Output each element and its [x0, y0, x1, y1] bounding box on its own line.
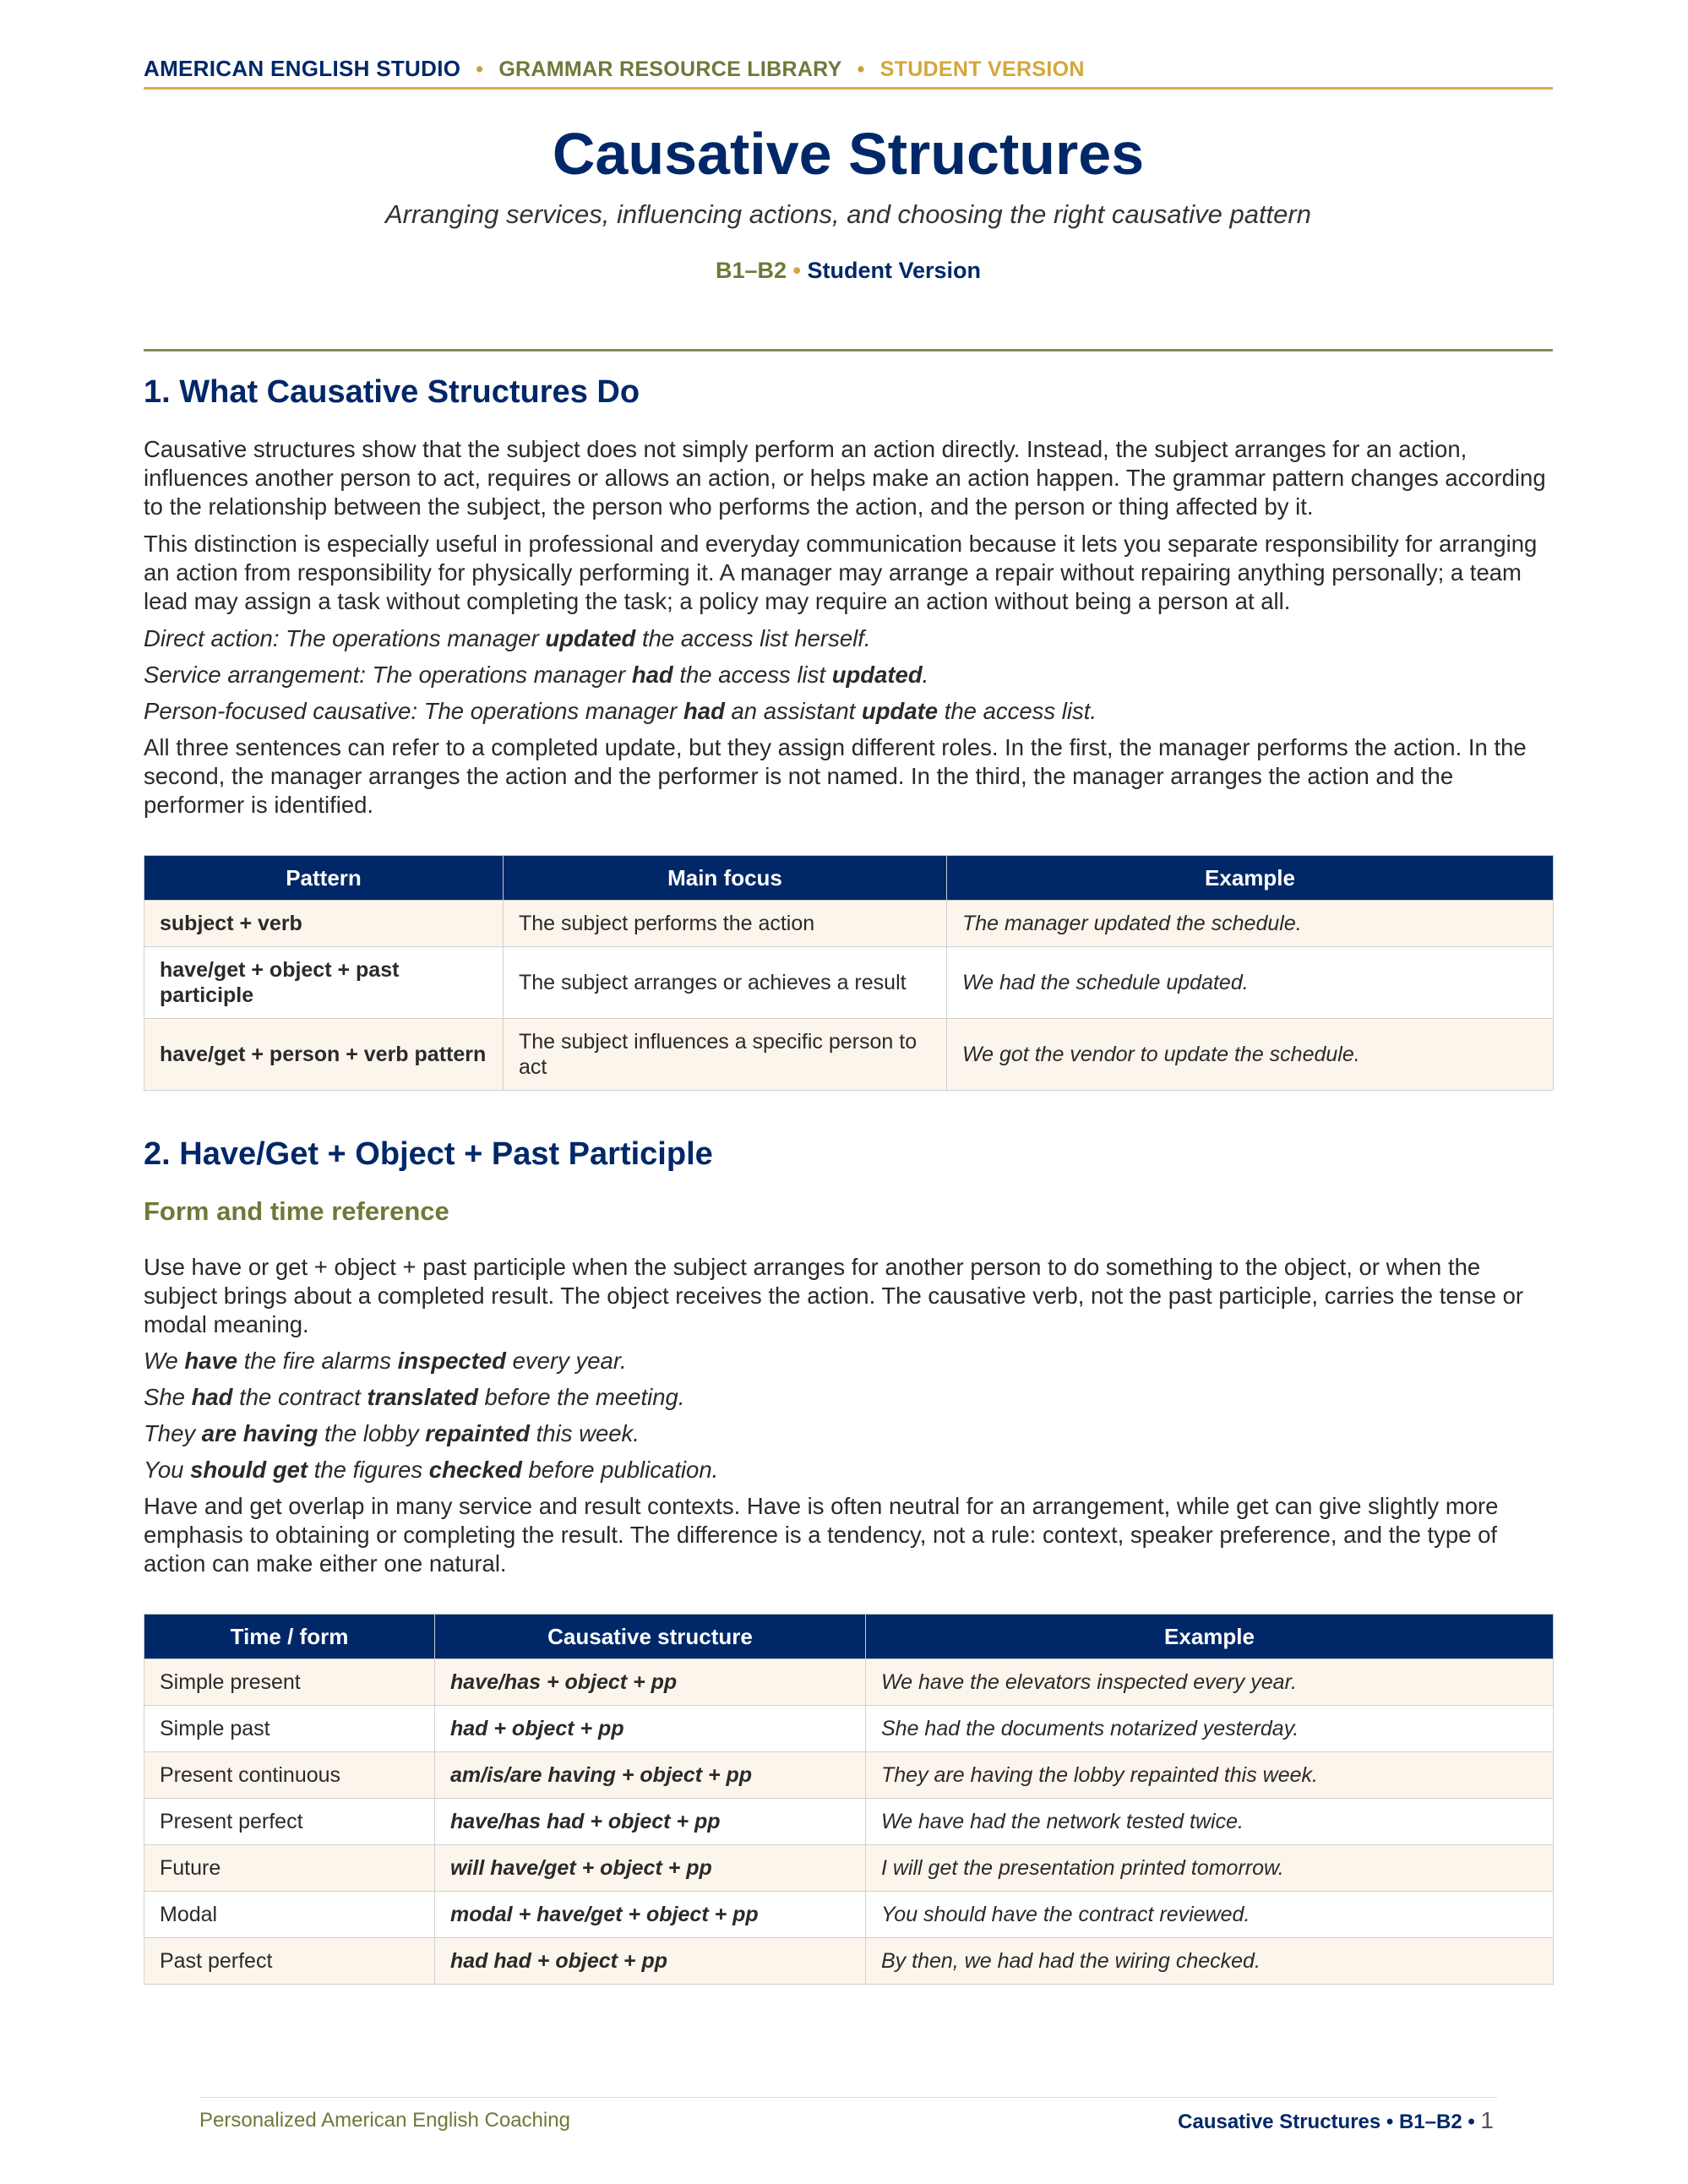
example-sentence [144, 1419, 1553, 1448]
table-cell: The subject performs the action [504, 901, 947, 947]
table-cell: Present perfect [144, 1799, 435, 1845]
section-2-paragraph-2: Have and get overlap in many service and result contexts. Have is often neutral for an arrangement, while get can give slightly more emphasis to obtaining or completing the result. The difference is a tendency, not a rule: context, speaker preference, and the type of action can make either one natural. [144, 1493, 1499, 1577]
example-text: the fire alarms [237, 1348, 398, 1374]
table-header-row [144, 1615, 1554, 1659]
footer-left-text: Personalized American English Coaching [199, 2109, 570, 2132]
level-label: Student Version [807, 258, 982, 283]
table-row [144, 1938, 1554, 1985]
example-verb: had [191, 1384, 233, 1410]
example-verb: had [683, 698, 725, 724]
table-cell: subject + verb [144, 901, 504, 947]
example-verb: had [631, 662, 673, 688]
footer-doc-label: Causative Structures • B1–B2 • [1178, 2110, 1475, 2133]
time-form-table [144, 1614, 1554, 1985]
footer-right-text [1178, 2107, 1494, 2134]
example-verb: repainted [425, 1420, 531, 1446]
table-cell: will have/get + object + pp [435, 1845, 866, 1892]
example-text: every year. [505, 1348, 627, 1374]
section-1-paragraph-2: This distinction is especially useful in professional and everyday communication because it lets you separate responsibility for arranging an action from responsibility for physically performing it. A manager may arrange a repair without repairing anything personally; a team lead may assign a task without completing the task; a policy may require an action without being a person at all. [144, 531, 1538, 614]
table-cell: Past perfect [144, 1938, 435, 1985]
section-1-heading: 1. What Causative Structures Do [144, 374, 640, 410]
example-text: She [144, 1384, 192, 1410]
table-cell: She had the documents notarized yesterday. [866, 1706, 1554, 1752]
table-cell: We got the vendor to update the schedule. [947, 1019, 1554, 1091]
example-text: We [144, 1348, 185, 1374]
level-code: B1–B2 [715, 258, 787, 283]
library-name: GRAMMAR RESOURCE LIBRARY [498, 57, 842, 81]
example-sentence [144, 1383, 1553, 1412]
header-bar [144, 56, 1553, 82]
level-separator: • [792, 258, 801, 283]
example-text: before publication. [521, 1457, 719, 1483]
example-verb: have [184, 1348, 238, 1374]
table-cell: have/get + object + past participle [144, 947, 504, 1019]
footer-divider [199, 2097, 1497, 2098]
section-1-paragraph-3: All three sentences can refer to a completed update, but they assign different roles. In the first, the manager performs the action. In the second, the manager arranges the action and the performer is not named. In the third, the manager arranges the action and the performer is identified. [144, 734, 1527, 818]
table-cell: We have had the network tested twice. [866, 1799, 1554, 1845]
table-cell: They are having the lobby repainted this week. [866, 1752, 1554, 1799]
table-row [144, 1706, 1554, 1752]
table-cell: Present continuous [144, 1752, 435, 1799]
page-subtitle: Arranging services, influencing actions, and choosing the right causative pattern [385, 199, 1311, 229]
example-text: Direct action: The operations manager [144, 625, 546, 651]
header-divider [144, 87, 1553, 90]
example-sentence [144, 661, 1553, 689]
example-sentence [144, 1456, 1553, 1484]
example-verb: update [861, 698, 939, 724]
table-cell: I will get the presentation printed tomorrow. [866, 1845, 1554, 1892]
table-row [144, 1845, 1554, 1892]
example-text: the access list [672, 662, 832, 688]
table-row [144, 1659, 1554, 1706]
example-verb: translated [367, 1384, 478, 1410]
title-divider [144, 349, 1553, 351]
table-row [144, 901, 1554, 947]
example-sentence [144, 1347, 1553, 1375]
table-cell: Simple present [144, 1659, 435, 1706]
level-line [144, 258, 1553, 284]
section-2-subheading: Form and time reference [144, 1196, 449, 1226]
example-text: before the meeting. [477, 1384, 685, 1410]
example-text: the access list. [938, 698, 1097, 724]
version-label: STUDENT VERSION [879, 57, 1085, 81]
example-text: . [922, 662, 929, 688]
table-cell: We had the schedule updated. [947, 947, 1554, 1019]
brand-name: AMERICAN ENGLISH STUDIO [144, 56, 461, 81]
example-verb: should get [190, 1457, 308, 1483]
table-cell: Future [144, 1845, 435, 1892]
table-cell: have/has had + object + pp [435, 1799, 866, 1845]
section-2-heading: 2. Have/Get + Object + Past Participle [144, 1136, 713, 1172]
table-row [144, 1019, 1554, 1091]
table-cell: The subject arranges or achieves a result [504, 947, 947, 1019]
main-content [144, 374, 1553, 1985]
table-cell: modal + have/get + object + pp [435, 1892, 866, 1938]
table-cell: had + object + pp [435, 1706, 866, 1752]
column-header: Pattern [144, 856, 504, 901]
example-text: the contract [232, 1384, 368, 1410]
table-row [144, 1799, 1554, 1845]
table-header-row [144, 856, 1554, 901]
table-cell: have/get + person + verb pattern [144, 1019, 504, 1091]
example-text: this week. [530, 1420, 640, 1446]
table-cell: By then, we had had the wiring checked. [866, 1938, 1554, 1985]
table-cell: The manager updated the schedule. [947, 901, 1554, 947]
column-header: Main focus [504, 856, 947, 901]
example-text: Person-focused causative: The operations manager [144, 698, 683, 724]
example-text: an assistant [724, 698, 862, 724]
table-cell: am/is/are having + object + pp [435, 1752, 866, 1799]
table-cell: have/has + object + pp [435, 1659, 866, 1706]
column-header: Example [866, 1615, 1554, 1659]
example-sentence [144, 697, 1553, 726]
page-title: Causative Structures [552, 121, 1145, 187]
pattern-table [144, 855, 1554, 1091]
table-row [144, 1752, 1554, 1799]
table-row [144, 1892, 1554, 1938]
column-header: Example [947, 856, 1554, 901]
column-header: Time / form [144, 1615, 435, 1659]
table-cell: You should have the contract reviewed. [866, 1892, 1554, 1938]
example-text: They [144, 1420, 202, 1446]
example-text: the access list herself. [635, 625, 871, 651]
table-cell: Modal [144, 1892, 435, 1938]
header-separator: • [476, 57, 484, 81]
example-text: the figures [308, 1457, 429, 1483]
section-2-paragraph-1: Use have or get + object + past participle when the subject arranges for another person to do something to the object, or when the subject brings about a completed result. The object receives the action. The causative verb, not the past participle, carries the tense or modal meaning. [144, 1254, 1524, 1337]
header-separator: • [857, 57, 865, 81]
table-cell: had had + object + pp [435, 1938, 866, 1985]
example-verb: are having [201, 1420, 319, 1446]
section-1-paragraph-1: Causative structures show that the subject does not simply perform an action directly. Instead, the subject arranges for an action, influences another person to act, requires or allows an action, or helps make an action happen. The grammar pattern changes according to the relationship between the subject, the person who performs the action, and the person or thing affected by it. [144, 436, 1546, 520]
example-sentence [144, 624, 1553, 653]
table-row [144, 947, 1554, 1019]
table-cell: The subject influences a specific person to act [504, 1019, 947, 1091]
example-text: the lobby [318, 1420, 426, 1446]
example-verb: checked [428, 1457, 522, 1483]
page-number: 1 [1480, 2107, 1494, 2133]
table-cell: Simple past [144, 1706, 435, 1752]
table-cell: We have the elevators inspected every year. [866, 1659, 1554, 1706]
example-text: You [144, 1457, 191, 1483]
example-text: Service arrangement: The operations manager [144, 662, 632, 688]
column-header: Causative structure [435, 1615, 866, 1659]
example-verb: updated [831, 662, 923, 688]
example-verb: inspected [397, 1348, 506, 1374]
example-verb: updated [545, 625, 636, 651]
